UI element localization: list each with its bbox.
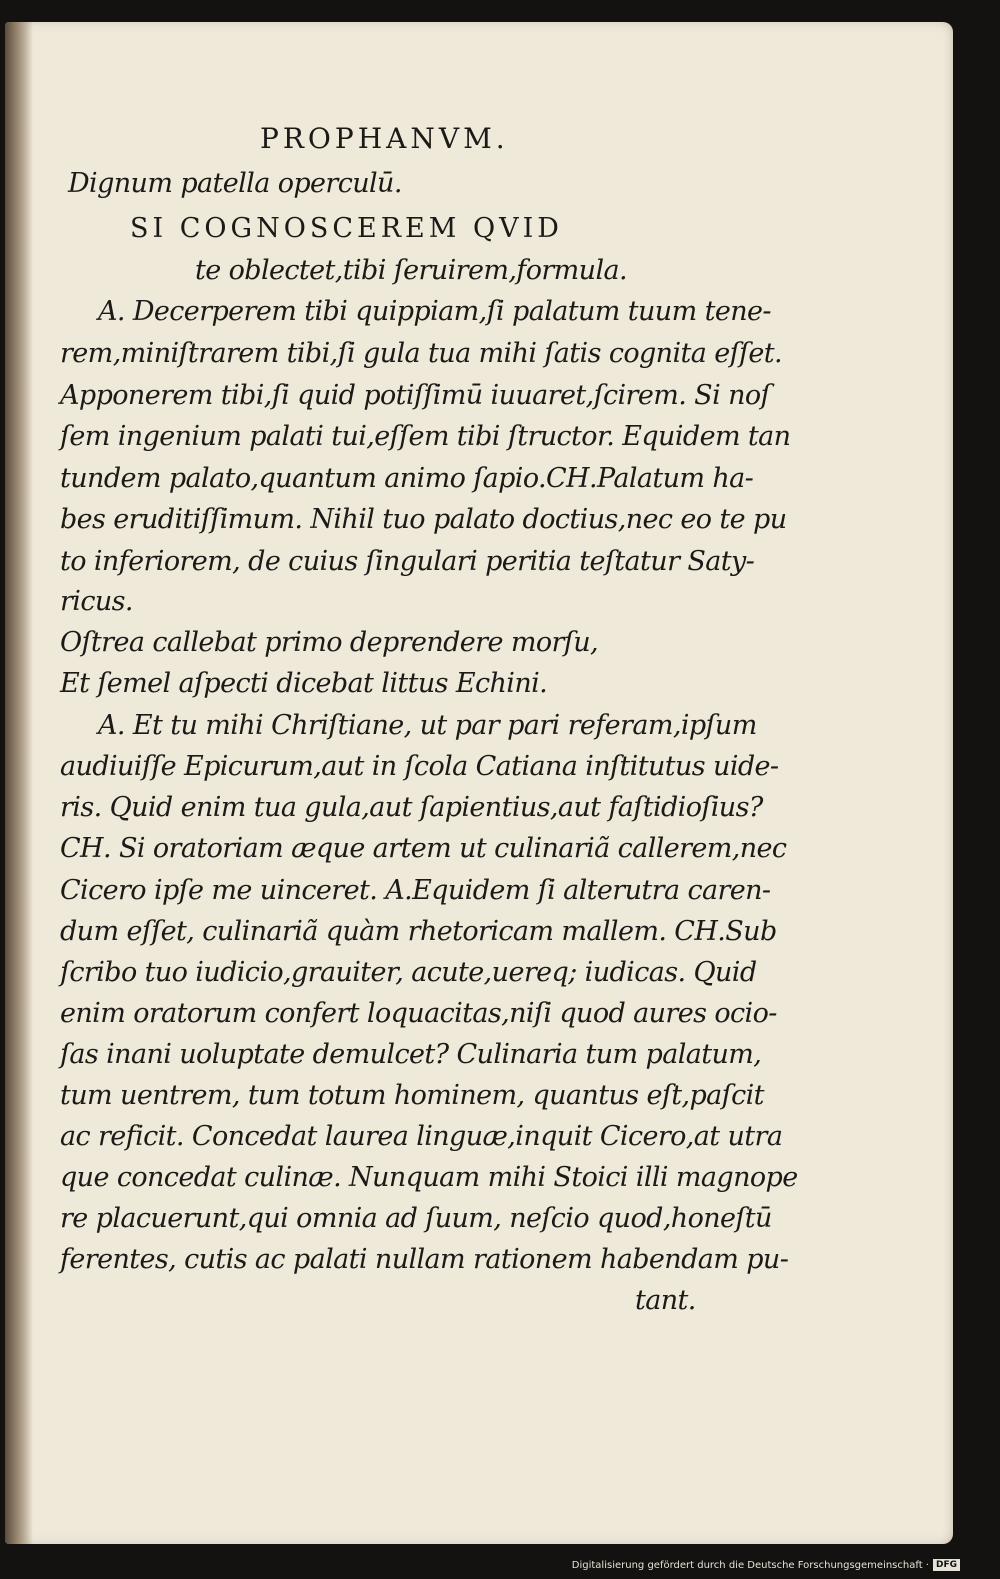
- text-line: A. Decerperem tibi quippiam,ſi palatum tuum tene-: [98, 296, 771, 327]
- text-line: ac reficit. Concedat laurea linguæ,inquit Cicero,at utra: [60, 1121, 783, 1152]
- text-line: tundem palato,quantum animo ſapio.CH.Palatum ha-: [60, 463, 754, 494]
- text-line: re placuerunt,qui omnia ad ſuum, neſcio quod,honeſtū: [60, 1203, 772, 1234]
- dfg-logo: DFG: [933, 1559, 960, 1571]
- text-line: enim oratorum confert loquacitas,niſi quod aures ocio-: [60, 998, 777, 1029]
- text-line: tum uentrem, tum totum hominem, quantus eſt,paſcit: [60, 1080, 764, 1111]
- text-line: ris. Quid enim tua gula,aut ſapientius,aut faſtidioſius?: [60, 792, 763, 823]
- text-line: ſem ingenium palati tui,eſſem tibi ſtructor. Equidem tan: [60, 421, 791, 452]
- text-line: dum eſſet, culinariã quàm rhetoricam mallem. CH.Sub: [60, 916, 777, 947]
- running-head: PROPHANVM.: [260, 122, 509, 155]
- section-heading: SI COGNOSCEREM QVID: [130, 213, 563, 244]
- text-line: ricus.: [60, 586, 133, 617]
- book-page: [5, 22, 953, 1544]
- digitization-footer: [572, 1559, 960, 1571]
- text-line: Cicero ipſe me uinceret. A.Equidem ſi alterutra caren-: [60, 875, 771, 906]
- verse-line: Et ſemel aſpecti dicebat littus Echini.: [60, 668, 548, 699]
- page-gutter-shadow: [5, 22, 33, 1544]
- text-line: rem,miniſtrarem tibi,ſi gula tua mihi ſatis cognita eſſet.: [60, 338, 783, 369]
- text-line: Apponerem tibi,ſi quid potiſſimū iuuaret,ſcirem. Si noſ: [60, 380, 770, 411]
- section-heading-sub: te oblectet,tibi ſeruirem,formula.: [195, 255, 627, 286]
- text-line: Dignum patella operculū.: [68, 168, 402, 199]
- text-line: CH. Si oratoriam æque artem ut culinariã callerem,nec: [60, 833, 787, 864]
- text-line: to inferiorem, de cuius ſingulari peritia teſtatur Saty-: [60, 546, 755, 577]
- text-line: A. Et tu mihi Chriſtiane, ut par pari referam,ipſum: [98, 710, 757, 741]
- footer-text: Digitalisierung gefördert durch die Deutsche Forschungsgemeinschaft ·: [571, 1559, 929, 1571]
- text-line: ferentes, cutis ac palati nullam rationem habendam pu-: [60, 1244, 789, 1275]
- catchword: tant.: [635, 1285, 696, 1316]
- text-line: audiuiſſe Epicurum,aut in ſcola Catiana inſtitutus uide-: [60, 751, 779, 782]
- text-line: que concedat culinæ. Nunquam mihi Stoici illi magnope: [60, 1162, 798, 1193]
- verse-line: Oſtrea callebat primo deprendere morſu,: [60, 627, 598, 658]
- text-line: ſcribo tuo iudicio,grauiter, acute,uereq; iudicas. Quid: [60, 957, 757, 988]
- text-line: ſas inani uoluptate demulcet? Culinaria tum palatum,: [60, 1039, 762, 1070]
- text-line: bes eruditiſſimum. Nihil tuo palato doctius,nec eo te pu: [60, 504, 787, 535]
